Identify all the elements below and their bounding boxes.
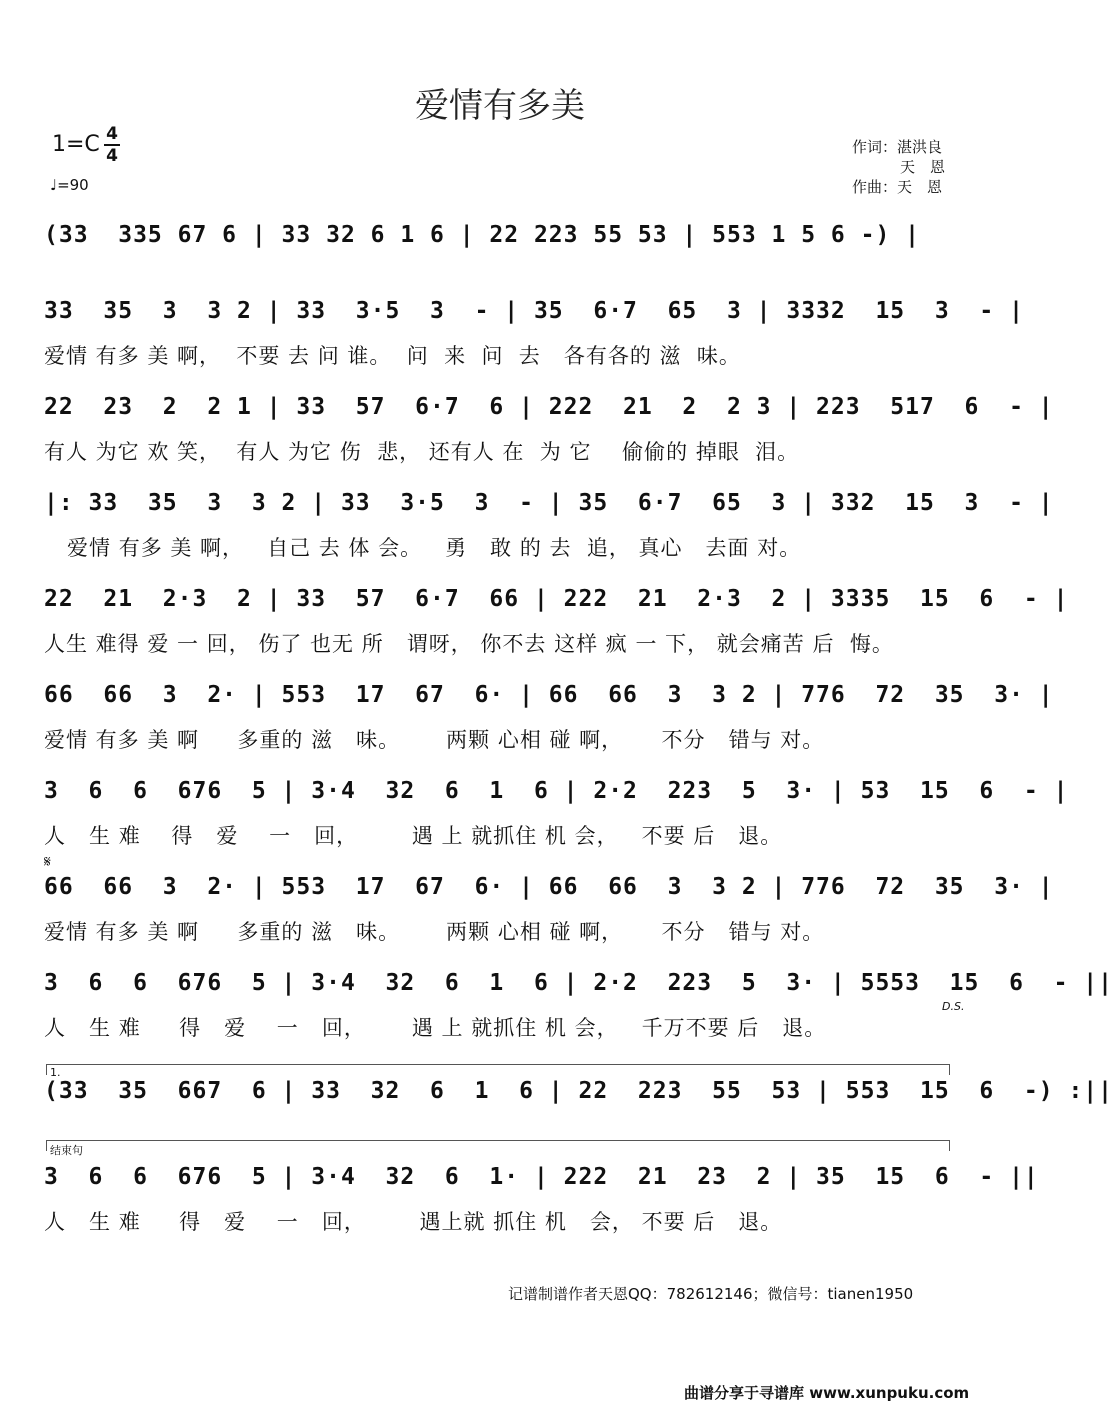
notation-line: 3 6 6 676 5 | 3·4 32 6 1 6 | 2·2 223 5 3· | 53 15 6 - | bbox=[44, 778, 1069, 804]
notation-line: (33 335 67 6 | 33 32 6 1 6 | 22 223 55 53 | 553 1 5 6 -) | bbox=[44, 222, 920, 248]
notation-line: 66 66 3 2· | 553 17 67 6· | 66 66 3 3 2 | 776 72 35 3· | bbox=[44, 874, 1054, 900]
time-signature-top: 4 bbox=[106, 124, 118, 144]
author-contact: 记谱制谱作者天恩QQ：782612146；微信号：tianen1950 bbox=[508, 1285, 914, 1303]
tempo-marking: ♩=90 bbox=[50, 176, 89, 194]
time-signature-bottom: 4 bbox=[106, 146, 118, 166]
segno-mark: 𝄋 bbox=[44, 852, 51, 871]
credits bbox=[852, 137, 945, 197]
notation-line: (33 35 667 6 | 33 32 6 1 6 | 22 223 55 53 | 553 15 6 -) :|| bbox=[44, 1078, 1113, 1104]
song-title: 爱情有多美 bbox=[415, 86, 585, 126]
lyrics-line: 爱情 有多 美 啊， 不要 去 问 谁。 问 来 问 去 各有各的 滋 味。 bbox=[44, 344, 741, 368]
site-watermark: 曲谱分享于寻谱库 www.xunpuku.com bbox=[684, 1384, 970, 1402]
lyrics-line: 爱情 有多 美 啊 多重的 滋 味。 两颗 心相 碰 啊， 不分 错与 对。 bbox=[44, 920, 825, 944]
time-signature bbox=[103, 124, 121, 166]
lyrics-line: 人 生 难 得 爱 一 回， 遇 上 就抓住 机 会， 不要 后 退。 bbox=[44, 824, 783, 848]
notation-line: 33 35 3 3 2 | 33 3·5 3 - | 35 6·7 65 3 | 3332 15 3 - | bbox=[44, 298, 1024, 324]
notation-line: 22 23 2 2 1 | 33 57 6·7 6 | 222 21 2 2 3 | 223 517 6 - | bbox=[44, 394, 1054, 420]
lyrics-line: 有人 为它 欢 笑， 有人 为它 伤 悲， 还有人 在 为 它 偷偷的 掉眼 泪。 bbox=[44, 440, 800, 464]
volta-bracket bbox=[46, 1064, 950, 1075]
key-signature: 1=C bbox=[52, 132, 100, 157]
lyrics-line: 爱情 有多 美 啊 多重的 滋 味。 两颗 心相 碰 啊， 不分 错与 对。 bbox=[44, 728, 825, 752]
lyrics-line: 爱情 有多 美 啊， 自己 去 体 会。 勇 敢 的 去 追， 真心 去面 对。 bbox=[44, 536, 802, 560]
volta-label: 1. bbox=[50, 1066, 61, 1079]
lyrics-line: 人生 难得 爱 一 回， 伤了 也无 所 谓呀， 你不去 这样 疯 一 下， 就会痛苦 后 悔。 bbox=[44, 632, 894, 656]
notation-line: |: 33 35 3 3 2 | 33 3·5 3 - | 35 6·7 65 3 | 332 15 3 - | bbox=[44, 490, 1054, 516]
lyricist-credit-2: 天 恩 bbox=[900, 158, 946, 176]
composer-credit: 作曲：天 恩 bbox=[852, 178, 943, 196]
lyricist-credit: 作词：湛洪良 bbox=[852, 138, 943, 156]
ending-label: 结束句 bbox=[50, 1144, 83, 1157]
ending-bracket bbox=[46, 1140, 950, 1151]
notation-line: 66 66 3 2· | 553 17 67 6· | 66 66 3 3 2 | 776 72 35 3· | bbox=[44, 682, 1054, 708]
lyrics-line: 人 生 难 得 爱 一 回， 遇 上 就抓住 机 会， 千万不要 后 退。 bbox=[44, 1016, 827, 1040]
notation-line: 3 6 6 676 5 | 3·4 32 6 1· | 222 21 23 2 | 35 15 6 - || bbox=[44, 1164, 1039, 1190]
lyrics-line: 人 生 难 得 爱 一 回， 遇上就 抓住 机 会， 不要 后 退。 bbox=[44, 1210, 783, 1234]
ds-mark: D.S. bbox=[942, 1000, 965, 1013]
notation-line: 22 21 2·3 2 | 33 57 6·7 66 | 222 21 2·3 2 | 3335 15 6 - | bbox=[44, 586, 1069, 612]
notation-line: 3 6 6 676 5 | 3·4 32 6 1 6 | 2·2 223 5 3· | 5553 15 6 - || bbox=[44, 970, 1113, 996]
